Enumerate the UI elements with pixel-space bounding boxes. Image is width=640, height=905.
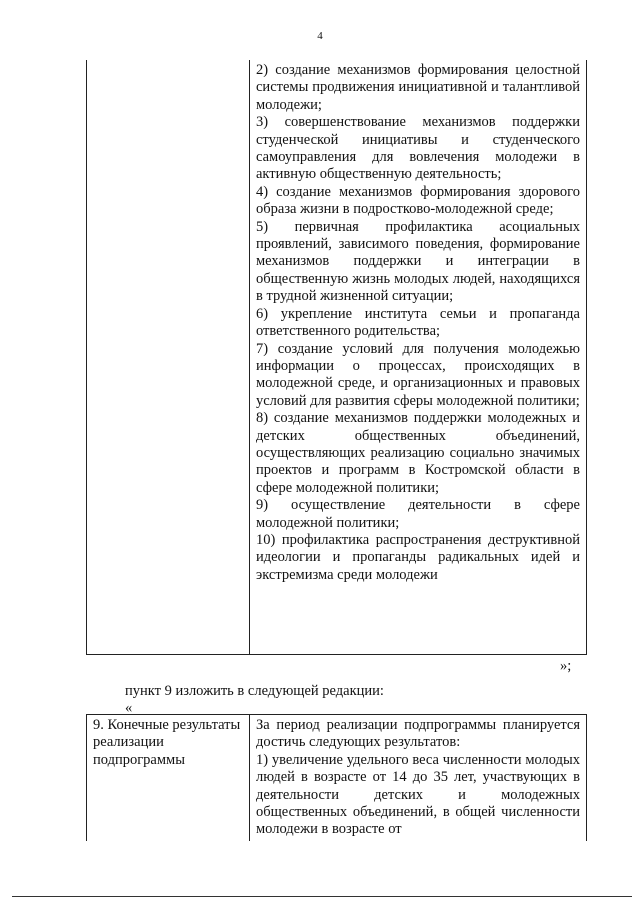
list-item: 4) создание механизмов формирования здорового образа жизни в подростково-молодежной среде;	[256, 183, 580, 218]
list-item: За период реализации подпрограммы планируется достичь следующих результатов:	[256, 717, 580, 751]
closing-quote: »;	[560, 658, 572, 674]
results-table	[86, 714, 587, 841]
table-row	[87, 60, 587, 655]
list-item: 7) создание условий для получения молодежью информации о процессах, происходящих в молодежной среде, и организационных и правовых условий для развития сферы молодежной политики;	[256, 340, 580, 409]
table-right-cell	[250, 715, 587, 842]
list-item: 1) увеличение удельного веса численности молодых людей в возрасте от 14 до 35 лет, участвующих в деятельности детских и молодежных общественных объединений, в общей численности молодежи в возрасте от	[256, 751, 580, 838]
list-item: 2) создание механизмов формирования целостной системы продвижения инициативной и талантливой молодежи;	[256, 62, 580, 113]
opening-quote: «	[125, 700, 133, 716]
table-right-cell	[250, 60, 587, 655]
list-item: 9) осуществление деятельности в сфере молодежной политики;	[256, 497, 580, 531]
page-bottom-rule	[12, 896, 632, 897]
goals-table	[86, 60, 587, 655]
table-left-cell: 9. Конечные результаты реализации подпрограммы	[87, 715, 250, 842]
list-item: 8) создание механизмов поддержки молодежных и детских общественных объединений, осуществляющих реализацию социально значимых проектов и программ в Костромской области в сфере молодежной политики;	[256, 410, 580, 496]
list-item: 3) совершенствование механизмов поддержки студенческой инициативы и студенческого самоуправления для вовлечения молодежи в активную общественную деятельность;	[256, 114, 580, 183]
list-item: 6) укрепление института семьи и пропаганда ответственного родительства;	[256, 305, 580, 340]
table-row	[87, 715, 587, 842]
list-item: 5) первичная профилактика асоциальных проявлений, зависимого поведения, формирование механизмов поддержки и интеграции в общественную жизнь молодых людей, находящихся в трудной жизненной ситуации;	[256, 218, 580, 305]
list-item: 10) профилактика распространения деструктивной идеологии и пропаганды радикальных идей и экстремизма среди молодежи	[256, 531, 580, 583]
table-left-cell	[87, 60, 250, 655]
page-number: 4	[317, 30, 323, 42]
amendment-instruction: пункт 9 изложить в следующей редакции:	[125, 683, 384, 699]
